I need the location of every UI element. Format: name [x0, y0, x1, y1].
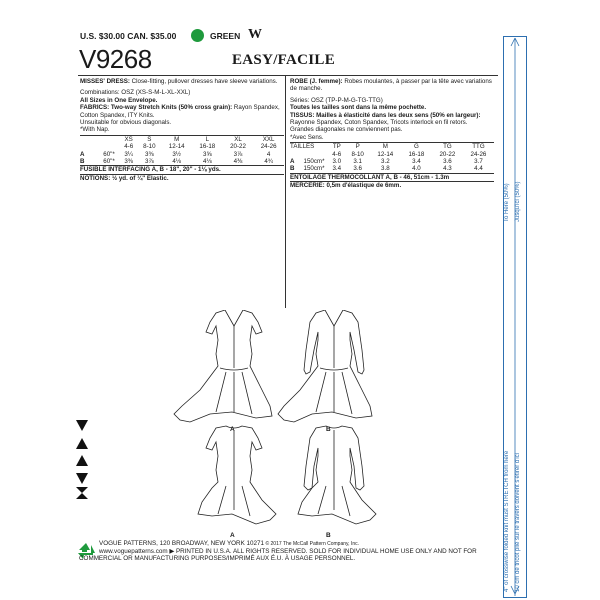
french-row-a: A 150cm* 3.0 3.1 3.2 3.4 3.6 3.7	[290, 158, 483, 166]
english-body-row: 4-6 8-10 12-14 16-18 20-22 24-26	[124, 143, 277, 151]
english-size-row: XS S M L XL XXL	[124, 135, 275, 143]
english-info	[80, 78, 284, 182]
label-back-a: A	[230, 532, 235, 539]
triangle-up-icon	[76, 455, 88, 466]
english-all-sizes: All Sizes in One Envelope.	[80, 96, 158, 104]
price: U.S. $30.00 CAN. $35.00	[80, 31, 177, 41]
french-fabrics: TISSUS: Mailles à élasticité dans les deux sens (50% en largeur): Rayonne Spandex, Coton Spandex, Tricots interlock en fil retors.	[290, 111, 481, 127]
column-divider	[285, 75, 286, 308]
english-yardage-table	[80, 136, 284, 166]
header-divider	[78, 75, 498, 76]
french-interfacing: ENTOILAGE THERMOCOLLANT A, B - 46, 51cm - 1.3m	[290, 173, 450, 181]
color-label: GREEN	[210, 31, 241, 41]
back-view-b-drawing	[298, 426, 376, 524]
gauge-instruction-fr: 10 cm de tricot plié sur le travers doivent s'étirer d'ici	[515, 452, 521, 592]
back-view-a-drawing	[198, 426, 276, 524]
gauge-instruction-en: 4" of crosswise folded knit must STRETCH from here	[504, 450, 510, 592]
english-row-a: A 60"* 3¼ 3⅜ 3½ 3⅝ 3⅞ 4	[80, 150, 271, 158]
footer	[99, 540, 499, 556]
footer-line-1: VOGUE PATTERNS, 120 BROADWAY, NEW YORK 10271 © 2017 The McCall Pattern Company, Inc.	[99, 540, 359, 547]
pattern-number: V9268	[79, 44, 152, 74]
french-body-row: 4-6 8-10 12-14 16-18 20-22 24-26	[332, 150, 487, 158]
english-unsuitable: Unsuitable for obvious diagonals.	[80, 119, 172, 127]
english-combinations: Combinations: OSZ (XS-S-M-L-XL-XXL)	[80, 89, 191, 97]
triangle-down-icon	[76, 420, 88, 431]
footer-line-2: www.voguepatterns.com ▶ PRINTED IN U.S.A. ALL RIGHTS RESERVED. SOLD FOR INDIVIDUAL HOME USE ONLY AND NOT FOR	[99, 548, 477, 556]
english-description: MISSES' DRESS: Close-fitting, pullover dresses have sleeve variations.	[80, 78, 278, 85]
french-nap: *Avec Sens.	[290, 133, 324, 141]
cutting-symbols	[75, 418, 89, 500]
gauge-to-here-en: To Here (50%)	[504, 183, 510, 222]
hourglass-icon	[76, 487, 88, 499]
label-back-b: B	[326, 532, 331, 539]
difficulty-label: EASY/FACILE	[232, 52, 336, 68]
english-fabrics: FABRICS: Two-way Stretch Knits (50% cross grain): Rayon Spandex, Cotton Spandex, ITY Knits.	[80, 104, 280, 119]
english-notions: NOTIONS: ½ yd. of ¼" Elastic.	[80, 174, 169, 182]
english-row-b: B 60"* 3⅜ 3⅞ 4⅛ 4⅛ 4⅜ 4¾	[80, 158, 273, 166]
french-row-b: B 150cm* 3.4 3.6 3.8 4.0 4.3 4.4	[290, 165, 483, 173]
french-notions: MERCERIE: 0,5m d'élastique de 6mm.	[290, 182, 402, 190]
label-front-b: B	[326, 426, 331, 433]
french-info	[290, 78, 494, 190]
english-nap: *With Nap.	[80, 126, 110, 134]
label-front-a: A	[230, 426, 235, 433]
triangle-up-icon	[76, 438, 88, 449]
front-view-b-drawing	[278, 310, 372, 422]
french-size-row: TAILLES TP P M G TG TTG	[290, 143, 485, 151]
french-unsuitable: Grandes diagonales ne conviennent pas.	[290, 126, 403, 134]
english-interfacing: FUSIBLE INTERFACING A, B - 18", 20" - 1⅛ yds.	[80, 166, 221, 174]
french-description: ROBE (J. femme): Robes moulantes, à passer par la tête avec variations de manche.	[290, 78, 492, 93]
triangle-down-icon	[76, 473, 88, 484]
footer-line-3: COMMERCIAL OR MANUFACTURING PURPOSES/IMPRIMÉ AUX É.U. À USAGE PERSONNEL.	[79, 555, 356, 562]
french-all-sizes: Toutes les tailles sont dans la même pochette.	[290, 104, 427, 112]
dress-line-drawings	[160, 310, 400, 530]
front-view-a-drawing	[174, 310, 272, 422]
gauge-to-here-fr: Jusqu'ici (50%)	[515, 181, 521, 222]
french-series: Séries: OSZ (TP-P-M-G-TG-TTG)	[290, 96, 383, 104]
grade-letter: W	[248, 27, 262, 42]
french-yardage-table	[290, 143, 494, 173]
color-dot	[191, 29, 204, 42]
